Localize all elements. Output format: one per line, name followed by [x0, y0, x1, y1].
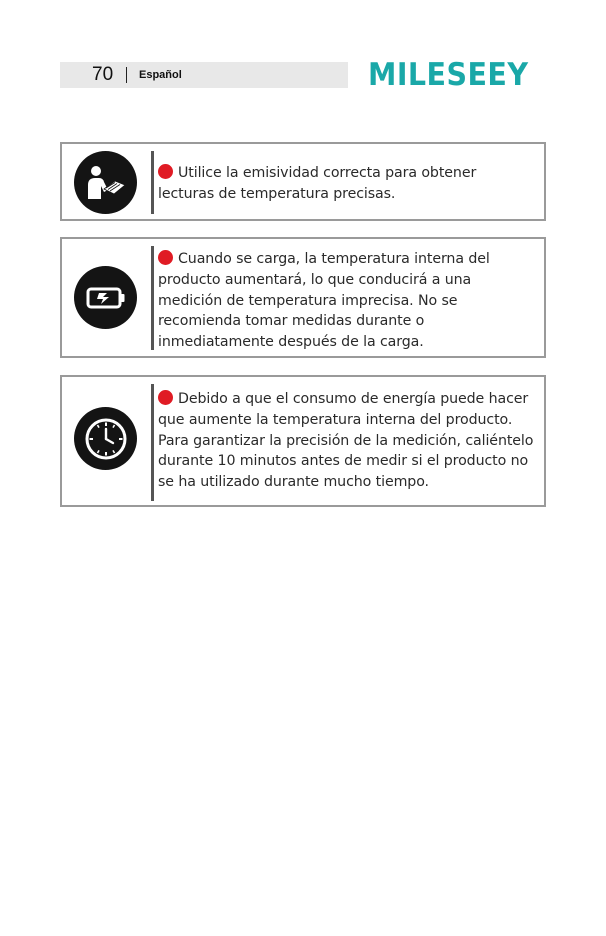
clock-icon — [74, 407, 137, 470]
language-label: Español — [139, 69, 182, 81]
page-number: 70 — [92, 64, 114, 85]
note-card-emissivity — [60, 142, 546, 221]
page-header — [60, 62, 348, 88]
note-text — [158, 163, 534, 205]
warning-bullet-icon — [158, 250, 173, 265]
warning-bullet-icon — [158, 164, 173, 179]
note-divider — [151, 246, 154, 350]
note-text-emissivity: Utilice la emisividad correcta para obtener lecturas de temperatura precisas. — [158, 165, 477, 202]
brand-logo: MILESEEY — [368, 58, 529, 92]
note-divider — [151, 384, 154, 501]
note-text-charging: Cuando se carga, la temperatura interna del producto aumentará, lo que conducirá a una medición de temperatura imprecisa. No se recomienda tomar medidas durante o inmediatamente después de la carga. — [158, 251, 490, 351]
battery-charging-icon — [74, 266, 137, 329]
note-text — [158, 389, 534, 493]
read-manual-icon — [74, 151, 137, 214]
note-card-charging — [60, 237, 546, 358]
note-divider — [151, 151, 154, 214]
note-card-warmup — [60, 375, 546, 507]
note-text-warmup: Debido a que el consumo de energía puede hacer que aumente la temperatura interna del producto. Para garantizar la precisión de la medición, caliéntelo durante 10 minutos antes de medir si el producto no se ha utilizado durante mucho tiempo. — [158, 391, 534, 491]
header-divider — [126, 67, 127, 83]
note-text — [158, 249, 534, 353]
warning-bullet-icon — [158, 390, 173, 405]
